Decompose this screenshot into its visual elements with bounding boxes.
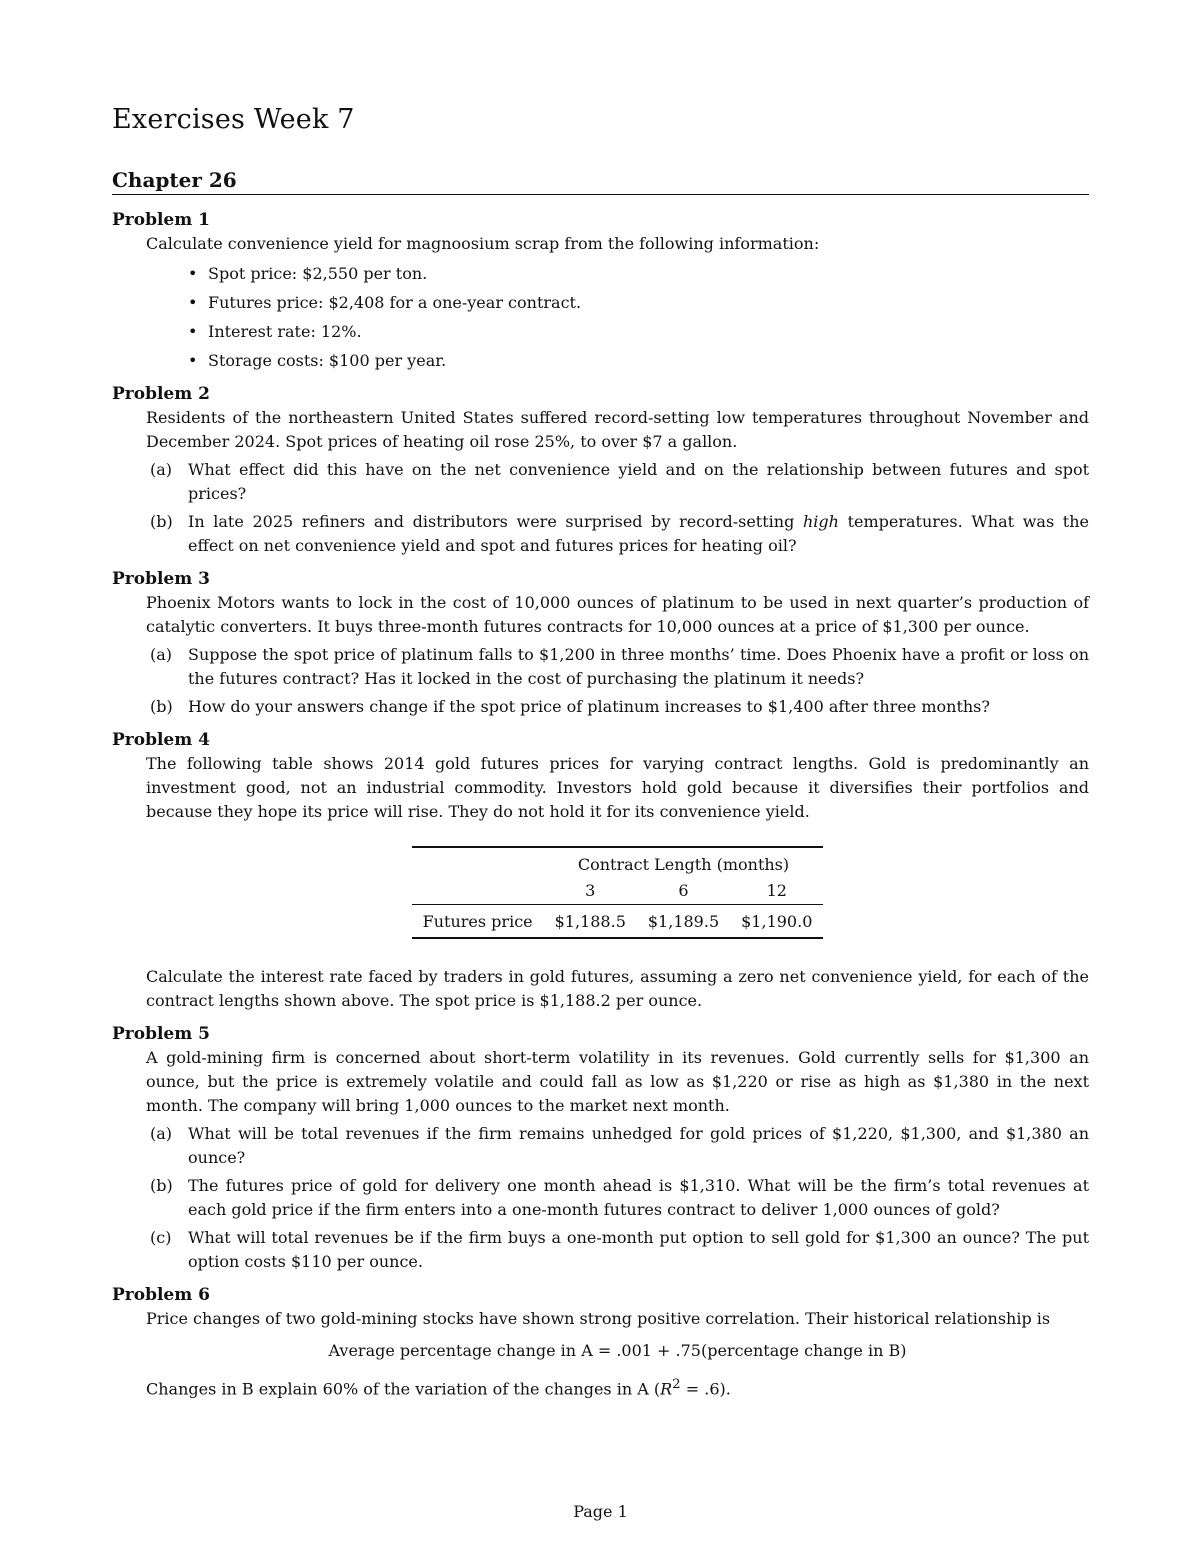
problem-4-body bbox=[146, 752, 1089, 1013]
problems-content bbox=[112, 208, 1089, 1410]
bullet-dot-icon: • bbox=[188, 322, 198, 341]
problem-3-body bbox=[146, 591, 1089, 719]
problem-6 bbox=[112, 1283, 1089, 1401]
part-text: In late 2025 refiners and distributors were surprised by record-setting high temperatures. What was the effect on net convenience yield and spot and futures prices for heating oil? bbox=[188, 512, 1090, 555]
problem-2-intro: Residents of the northeastern United States suffered record-setting low temperatures throughout November and December 2024. Spot prices of heating oil rose 25%, to over $7 a gallon. bbox=[146, 408, 1089, 451]
table-cell: $1,188.5 bbox=[544, 905, 637, 939]
problem-2-part-a bbox=[150, 458, 1089, 506]
problem-2 bbox=[112, 382, 1089, 558]
problem-6-body bbox=[146, 1307, 1089, 1401]
futures-table-wrapper bbox=[146, 846, 1089, 939]
problem-5 bbox=[112, 1022, 1089, 1274]
problem-1-body bbox=[146, 232, 1089, 373]
problem-1-bullet-list bbox=[146, 262, 1089, 373]
problem-5-part-a bbox=[150, 1122, 1089, 1170]
bullet-item: • Storage costs: $100 per year. bbox=[188, 349, 1089, 373]
part-text: What will be total revenues if the firm remains unhedged for gold prices of $1,220, $1,300, and $1,380 an ounce? bbox=[188, 1124, 1089, 1167]
page-number: Page 1 bbox=[573, 1502, 628, 1521]
document-page bbox=[112, 0, 1089, 1553]
problem-5-part-b bbox=[150, 1174, 1089, 1222]
table-row bbox=[412, 847, 824, 878]
problem-3-part-b bbox=[150, 695, 1089, 719]
part-label: (a) bbox=[150, 645, 173, 664]
problem-5-intro: A gold-mining firm is concerned about short-term volatility in its revenues. Gold currently sells for $1,300 an ounce, but the price is extremely volatile and could fall as low as $1,220 or rise as high as $1,380 in the next month. The company will bring 1,000 ounces to the market next month. bbox=[146, 1048, 1089, 1115]
bullet-dot-icon: • bbox=[188, 351, 198, 370]
part-text: The futures price of gold for delivery one month ahead is $1,310. What will be the firm’s total revenues at each gold price if the firm enters into a one-month futures contract to deliver 1,000 ounces of gold? bbox=[188, 1176, 1089, 1219]
table-cell: $1,190.0 bbox=[730, 905, 823, 939]
part-label: (a) bbox=[150, 1124, 173, 1143]
problem-6-title: Problem 6 bbox=[112, 1285, 210, 1305]
problem-6-intro: Price changes of two gold-mining stocks have shown strong positive correlation. Their historical relationship is bbox=[146, 1309, 1051, 1328]
problem-5-body bbox=[146, 1046, 1089, 1274]
problem-6-note: Changes in B explain 60% of the variation of the changes in A $(R^2 = .6)$. bbox=[146, 1377, 731, 1399]
table-row bbox=[412, 878, 824, 905]
table-group-header: Contract Length (months) bbox=[577, 855, 790, 874]
bullet-item: • Interest rate: 12%. bbox=[188, 320, 1089, 344]
part-label: (b) bbox=[150, 1176, 173, 1195]
problem-3-intro: Phoenix Motors wants to lock in the cost of 10,000 ounces of platinum to be used in next quarter’s production of catalytic converters. It buys three-month futures contracts for 10,000 ounces at a price of $1,300 per ounce. bbox=[146, 593, 1089, 636]
problem-5-parts bbox=[146, 1122, 1089, 1274]
table-column-header: 3 bbox=[585, 881, 596, 900]
problem-2-title: Problem 2 bbox=[112, 384, 210, 404]
superscript-two: 2 bbox=[672, 1377, 681, 1392]
bullet-item: • Futures price: $2,408 for a one-year contract. bbox=[188, 291, 1089, 315]
part-text: Suppose the spot price of platinum falls to $1,200 in three months’ time. Does Phoenix have a profit or loss on the futures contract? Has it locked in the cost of purchasing the platinum it needs? bbox=[188, 645, 1089, 688]
problem-3 bbox=[112, 567, 1089, 719]
table-column-header: 6 bbox=[678, 881, 689, 900]
document-title: Exercises Week 7 bbox=[112, 104, 355, 135]
table-row-label: Futures price bbox=[412, 905, 544, 939]
problem-1-title: Problem 1 bbox=[112, 210, 210, 230]
emphasis-text: high bbox=[802, 512, 839, 531]
problem-3-parts bbox=[146, 643, 1089, 719]
problem-5-title: Problem 5 bbox=[112, 1024, 210, 1044]
problem-2-parts bbox=[146, 458, 1089, 558]
part-label: (b) bbox=[150, 512, 173, 531]
problem-3-part-a bbox=[150, 643, 1089, 691]
problem-4-question: Calculate the interest rate faced by traders in gold futures, assuming a zero net convenience yield, for each of the contract lengths shown above. The spot price is $1,188.2 per ounce. bbox=[146, 967, 1089, 1010]
table-column-header: 12 bbox=[766, 881, 787, 900]
part-label: (c) bbox=[150, 1228, 172, 1247]
chapter-heading: Chapter 26 bbox=[112, 168, 1089, 195]
part-text: How do your answers change if the spot price of platinum increases to $1,400 after three months? bbox=[188, 697, 990, 716]
part-label: (a) bbox=[150, 460, 173, 479]
problem-4-title: Problem 4 bbox=[112, 730, 210, 750]
problem-4-intro: The following table shows 2014 gold futures prices for varying contract lengths. Gold is predominantly an investment good, not an industrial commodity. Investors hold gold because it diversifies their portfolios and because they hope its price will rise. They do not hold it for its convenience yield. bbox=[146, 754, 1089, 821]
table-row bbox=[412, 905, 824, 939]
problem-3-title: Problem 3 bbox=[112, 569, 210, 589]
bullet-dot-icon: • bbox=[188, 264, 198, 283]
bullet-item: • Spot price: $2,550 per ton. bbox=[188, 262, 1089, 286]
problem-1-intro: Calculate convenience yield for magnoosium scrap from the following information: bbox=[146, 234, 820, 253]
part-text: What will total revenues be if the firm buys a one-month put option to sell gold for $1,300 an ounce? The put option costs $110 per ounce. bbox=[188, 1228, 1089, 1271]
futures-price-table bbox=[412, 846, 824, 939]
problem-1 bbox=[112, 208, 1089, 373]
r-squared-symbol: R bbox=[660, 1379, 673, 1399]
part-label: (b) bbox=[150, 697, 173, 716]
bullet-dot-icon: • bbox=[188, 293, 198, 312]
problem-2-body bbox=[146, 406, 1089, 558]
regression-equation: Average percentage change in A = .001 + .75(percentage change in B) bbox=[328, 1341, 907, 1360]
problem-4 bbox=[112, 728, 1089, 1013]
problem-2-part-b bbox=[150, 510, 1089, 558]
table-cell: $1,189.5 bbox=[637, 905, 730, 939]
part-text: What effect did this have on the net convenience yield and on the relationship between futures and spot prices? bbox=[188, 460, 1089, 503]
problem-5-part-c bbox=[150, 1226, 1089, 1274]
